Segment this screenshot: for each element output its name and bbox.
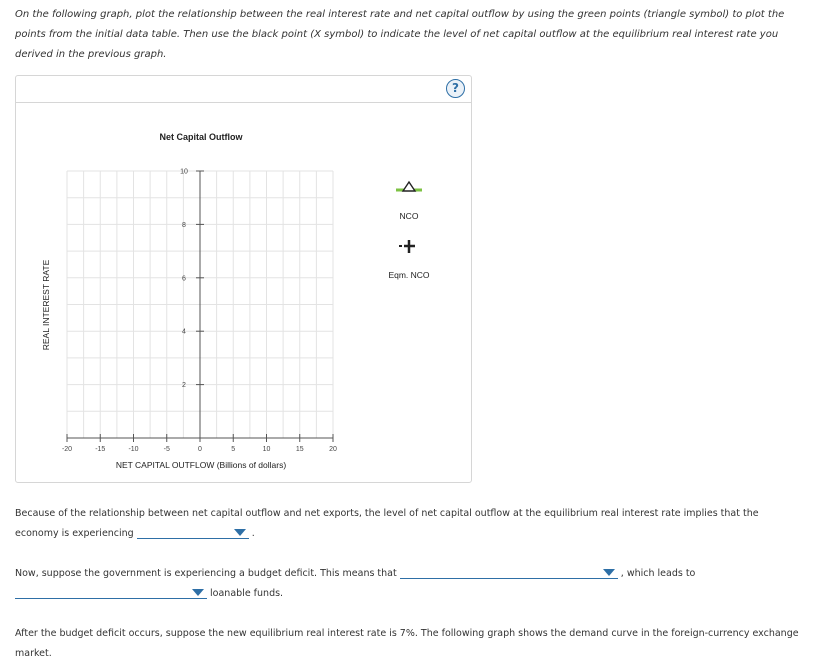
question-2 xyxy=(15,564,805,604)
x-tick-label: 20 xyxy=(329,446,337,453)
x-tick-label: 15 xyxy=(295,446,304,453)
plot-area[interactable] xyxy=(16,76,473,484)
x-tick-label: 5 xyxy=(231,446,236,453)
x-tick-label: -5 xyxy=(163,446,170,453)
chevron-down-icon xyxy=(192,589,204,596)
trade-balance-dropdown[interactable] xyxy=(137,526,249,539)
instructions-text: On the following graph, plot the relationship between the real interest rate and net capital outflow by using the green points (triangle symbol) to plot the points from the initial data table. Then use the black point (X symbol) to indicate the level of net capital outflow at the equilibrium real interest rate you derived in the previous graph. xyxy=(15,9,785,60)
graph-panel xyxy=(15,75,472,483)
x-tick-label: -15 xyxy=(95,446,106,453)
question-mark-icon[interactable]: ? xyxy=(446,79,465,98)
graph-title: Net Capital Outflow xyxy=(159,132,243,142)
y-tick-label: 8 xyxy=(182,221,186,229)
y-tick-label: 10 xyxy=(180,168,188,176)
green-triangle-icon[interactable] xyxy=(394,180,424,194)
question-1-end: . xyxy=(251,528,255,539)
y-tick-label: 6 xyxy=(182,275,186,283)
x-tick-label: 0 xyxy=(198,446,202,453)
nco-tool-label: NCO xyxy=(399,211,419,221)
question-3: After the budget deficit occurs, suppose the new equilibrium real interest rate is 7%. The following graph shows the demand curve in the foreign-currency exchange market. xyxy=(15,628,799,659)
eqm-nco-tool-label: Eqm. NCO xyxy=(388,270,430,280)
question-1-text: Because of the relationship between net capital outflow and net exports, the level of net capital outflow at the equilibrium real interest rate implies that the economy is experiencing xyxy=(15,508,759,539)
question-1 xyxy=(15,504,805,544)
budget-deficit-dropdown[interactable] xyxy=(400,566,618,579)
y-tick-label: 4 xyxy=(182,328,186,336)
x-axis-label: NET CAPITAL OUTFLOW (Billions of dollars) xyxy=(115,460,287,470)
y-axis-label: REAL INTEREST RATE xyxy=(41,259,51,351)
x-tick-label: -20 xyxy=(61,446,73,453)
question-2-text: Now, suppose the government is experiencing a budget deficit. This means that xyxy=(15,568,397,579)
x-tick-label: -10 xyxy=(128,446,139,453)
x-tick-label: 10 xyxy=(262,446,271,453)
y-tick-label: 2 xyxy=(182,382,186,390)
question-2-middle: , which leads to xyxy=(620,568,696,579)
black-cross-icon[interactable] xyxy=(396,236,418,256)
chevron-down-icon xyxy=(603,569,615,576)
loanable-funds-dropdown[interactable] xyxy=(15,586,207,599)
question-2-end: loanable funds. xyxy=(210,588,284,599)
chevron-down-icon xyxy=(234,529,246,536)
